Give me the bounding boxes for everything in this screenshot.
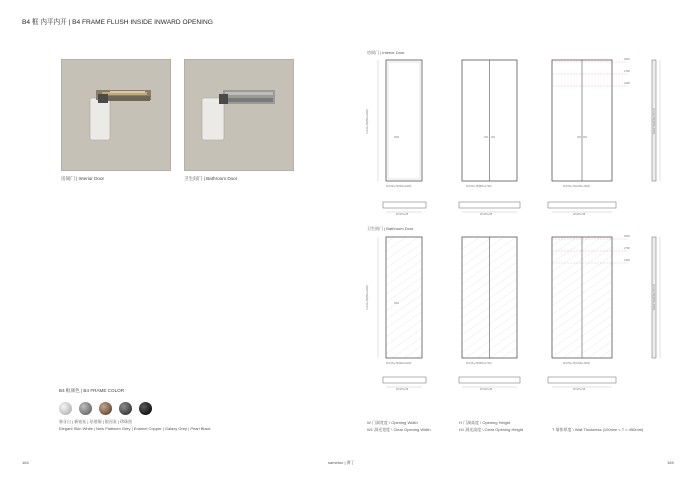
width-dim-interior-1: W1=W+70(600+1100) <box>386 185 412 188</box>
frame-color-names-cn: 象牙白 | 新铂灰 | 珐琅铜 | 银河灰 | 珍珠黑 <box>59 419 133 424</box>
dim-low-interior: 2400 <box>624 82 630 85</box>
interior-plan-views <box>383 202 616 212</box>
legend-opening-height: H 门洞高度 \ Opening Height <box>459 420 511 425</box>
frame-color-heading: B4 框颜色 | B4 FRAME COLOR <box>59 388 125 393</box>
opening-width-interior-3: W=W1+55 <box>573 213 586 216</box>
opening-width-interior-1: W=W1+55 <box>396 213 409 216</box>
dim-mid-interior: 2700 <box>624 70 630 73</box>
bathroom-double-door-elevation <box>462 237 517 358</box>
opening-width-bathroom-2: W=W1+55 <box>480 388 493 391</box>
opening-width-bathroom-3: W=W1+55 <box>573 388 586 391</box>
width-dim-interior-3: W1=W+70(1200+1600) <box>563 185 591 188</box>
bathroom-single-door-elevation <box>378 237 422 358</box>
dim-top-bathroom: 3000 <box>624 235 630 238</box>
bathroom-door-drawing-label: 卫生间门 | Bathroom Door <box>367 226 414 231</box>
side-dim-interior: H1=H+55(2000+3000) <box>652 108 656 135</box>
width-dim-bathroom-1: W1=W+70(600+1100) <box>386 362 412 365</box>
page-title: B4 框 内平内开 | B4 FRAME FLUSH INSIDE INWARD OPENING <box>22 19 213 26</box>
interior-door-caption: 房间门 | Interior Door <box>61 176 105 181</box>
width-dim-interior-2: W1=W+70(800+1700) <box>466 185 492 188</box>
interior-double-door-elevation <box>462 60 517 181</box>
interior-door-drawing-label: 房间门 | Interior Door <box>367 50 405 55</box>
dim-mid-bathroom: 2700 <box>624 247 630 250</box>
bathroom-plan-views <box>383 377 616 387</box>
opening-width-interior-2: W=W1+55 <box>480 213 493 216</box>
legend-opening-width: W 门洞宽度 \ Opening Width <box>367 420 418 425</box>
dim-low-bathroom: 2400 <box>624 259 630 262</box>
height-dim-bathroom: H1=H+55(800+2000) <box>365 285 369 310</box>
bathroom-wide-door-elevation <box>552 237 628 358</box>
legend-wall-thickness: T 墙体厚度 \ Wall Thickness (100mm < T < 450mm) <box>552 427 644 432</box>
legend-clear-opening-width: W1 洞光宽度 \ Clear Opening Width <box>367 427 431 432</box>
opening-width-bathroom-1: W=W1+55 <box>396 388 409 391</box>
legend-clear-opening-height: H1 洞光高度 \ Clear Opening Height <box>459 427 524 432</box>
bathroom-door-caption: 卫生间门 | Bathroom Door <box>184 176 238 181</box>
interior-single-door-elevation <box>378 60 422 181</box>
page-number-right: 165 <box>667 460 674 465</box>
width-dim-bathroom-3: W1=W+70(1200+1600) <box>563 362 591 365</box>
frame-color-names-en: Elegant Skin White | New Platinum Grey | Enamel Copper | Galaxy Grey | Pearl Black <box>59 426 211 431</box>
height-dim-interior: H1=H+55(800+2000) <box>365 109 369 134</box>
side-dim-bathroom: H1=H+55(2000+3000) <box>652 284 656 311</box>
interior-wide-door-elevation <box>552 60 628 181</box>
width-dim-bathroom-2: W1=W+70(800+1700) <box>466 362 492 365</box>
dim-top-interior: 3000 <box>624 58 630 61</box>
page-number-left: 164 <box>22 460 29 465</box>
footer-brand: sameton | 赛丁 <box>328 460 355 465</box>
